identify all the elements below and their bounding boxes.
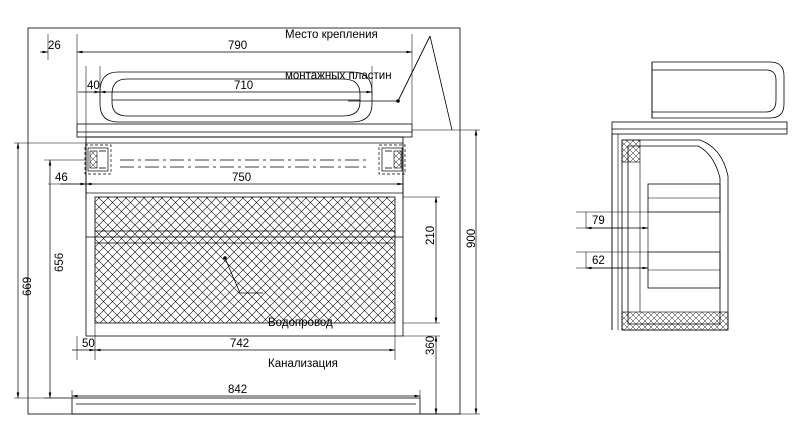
mounting-plates-note-line-1: Место крепления <box>285 29 378 41</box>
mounting-plates-note <box>285 2 392 110</box>
dimension-label-656: 656 <box>54 252 66 272</box>
dimension-label-46: 46 <box>55 172 68 184</box>
dimension-label-750: 750 <box>232 172 252 184</box>
dimension-label-360: 360 <box>425 335 437 355</box>
dimension-label-26: 26 <box>48 40 61 52</box>
mounting-plates-note-line-2: монтажных пластин <box>285 69 392 82</box>
dimension-label-50: 50 <box>82 338 95 350</box>
dimension-label-62: 62 <box>592 255 605 267</box>
dimension-label-742: 742 <box>230 338 250 350</box>
plumbing-note <box>268 290 338 398</box>
plumbing-note-line-2: Канализация <box>268 357 338 370</box>
dimension-label-210: 210 <box>425 225 437 245</box>
dimension-label-790: 790 <box>228 40 248 52</box>
dimension-label-669: 669 <box>22 276 34 296</box>
plumbing-note-line-1: Водопровод <box>268 317 333 329</box>
dimension-label-40: 40 <box>87 80 100 92</box>
dimension-label-900: 900 <box>466 228 478 248</box>
dimension-label-842: 842 <box>228 384 248 396</box>
dimension-label-79: 79 <box>592 215 605 227</box>
dimension-label-710: 710 <box>234 80 254 92</box>
